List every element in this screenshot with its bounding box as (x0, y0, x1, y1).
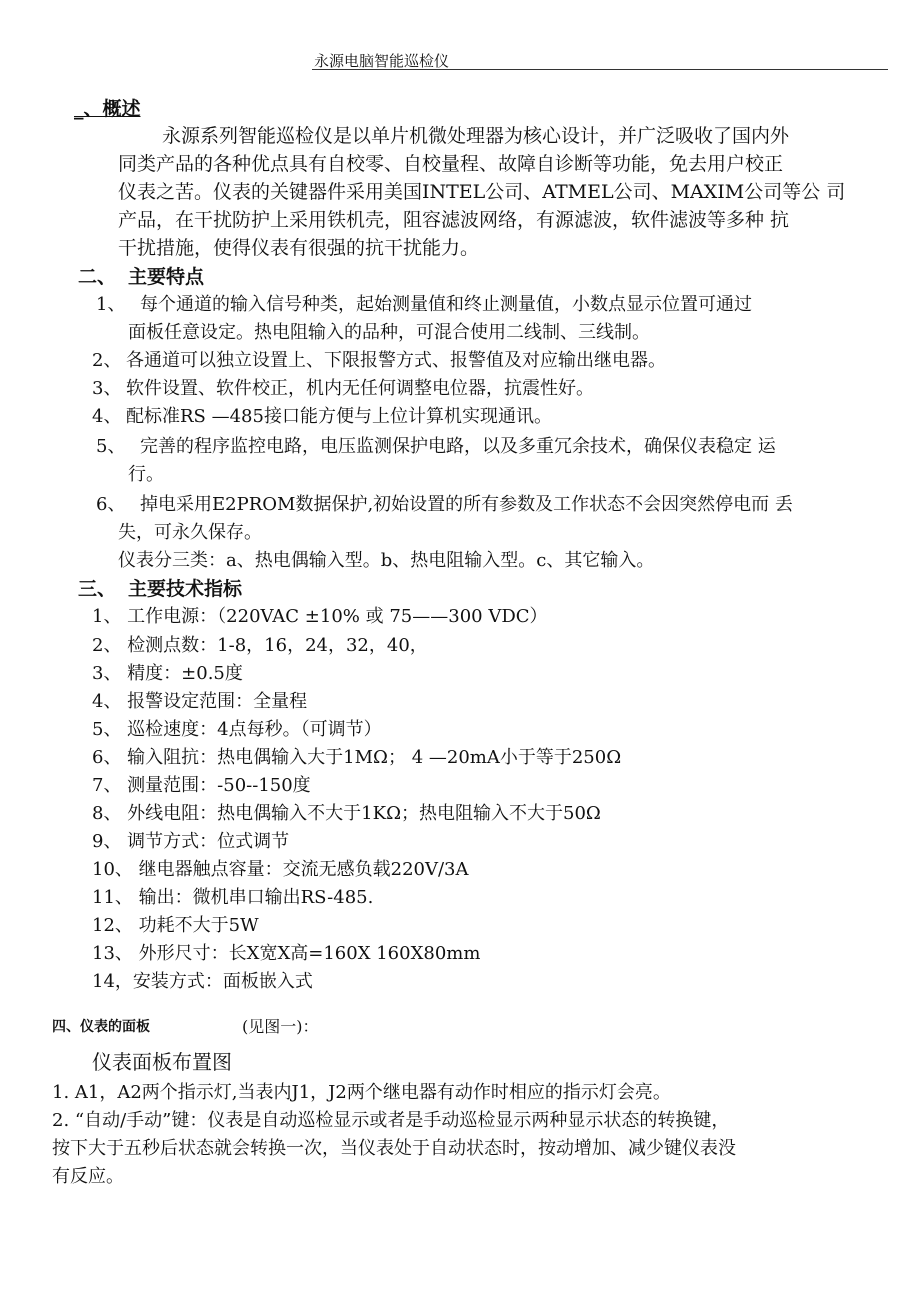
feature-5-number: 5、 (96, 436, 126, 457)
feature-4-number: 4、 (92, 406, 122, 427)
spec-item: 12、 功耗不大于5W (92, 915, 259, 936)
panel-note-line-1: 1. A1，A2两个指示灯,当表内J1，J2两个继电器有动作时相应的指示灯会亮。 (52, 1082, 671, 1103)
spec-item: 1、 工作电源：（220VAC ±10% 或 75——300 VDC） (92, 606, 548, 627)
feature-5-line-2: 行。 (128, 464, 164, 485)
spec-item: 3、 精度：±0.5度 (92, 663, 243, 684)
panel-note-line-2: 2. “自动/手动”键：仪表是自动巡检显示或者是手动巡检显示两种显示状态的转换键， (52, 1110, 730, 1131)
page-header-title: 永源电脑智能巡检仪 (314, 52, 450, 70)
spec-item: 9、 调节方式：位式调节 (92, 831, 290, 852)
section-1-heading: _、概述 (74, 98, 141, 120)
spec-item: 11、 输出：微机串口输出RS-485. (92, 887, 374, 908)
section-3-number: 三、 (78, 578, 117, 600)
figure-reference: (见图一)： (242, 1017, 319, 1036)
overview-line-2: 同类产品的各种优点具有自校零、自校量程、故障自诊断等功能，免去用户校正 (118, 153, 784, 175)
feature-2-number: 2、 (92, 350, 122, 371)
feature-1-line-1: 每个通道的输入信号种类，起始测量值和终止测量值，小数点显示位置可通过 (140, 294, 752, 315)
overview-line-3: 仪表之苦。仪表的关键器件采用美国INTEL公司、ATMEL公司、MAXIM公司等公 司 (118, 181, 846, 203)
section-2-number: 二、 (78, 266, 117, 288)
section-4-heading: 四、仪表的面板 (52, 1019, 150, 1035)
spec-item: 2、 检测点数：1-8，16，24，32，40， (92, 635, 428, 656)
overview-line-5: 干扰措施，使得仪表有很强的抗干扰能力。 (118, 237, 480, 259)
section-2-heading: 主要特点 (128, 266, 205, 288)
instrument-types-note: 仪表分三类：a、热电偶输入型。b、热电阻输入型。c、其它输入。 (118, 550, 655, 571)
feature-6-line-1: 掉电采用E2PROM数据保护,初始设置的所有参数及工作状态不会因突然停电而 丢 (140, 494, 793, 515)
feature-1-number: 1、 (96, 294, 126, 315)
feature-6-line-2: 失，可永久保存。 (118, 522, 262, 543)
spec-item: 7、 测量范围：-50--150度 (92, 775, 311, 796)
header-rule (312, 69, 888, 70)
spec-item: 6、 输入阻抗：热电偶输入大于1MΩ； 4 —20mA小于等于250Ω (92, 747, 622, 768)
panel-note-line-4: 有反应。 (52, 1166, 124, 1187)
spec-item: 8、 外线电阻：热电偶输入不大于1KΩ；热电阻输入不大于50Ω (92, 803, 601, 824)
panel-note-line-3: 按下大于五秒后状态就会转换一次，当仪表处于自动状态时，按动增加、减少键仪表没 (52, 1138, 736, 1159)
spec-item: 14，安装方式：面板嵌入式 (92, 971, 313, 992)
section-3-heading: 主要技术指标 (128, 578, 243, 600)
spec-item: 10、 继电器触点容量：交流无感负载220V/3A (92, 859, 469, 880)
spec-item: 5、 巡检速度：4点每秒。（可调节） (92, 719, 382, 740)
spec-item: 13、 外形尺寸：长X宽X高=160X 160X80mm (92, 943, 481, 964)
overview-line-4: 产品，在干扰防护上采用铁机壳，阻容滤波网络，有源滤波，软件滤波等多种 抗 (118, 209, 790, 231)
feature-3-number: 3、 (92, 378, 122, 399)
overview-line-1: 永源系列智能巡检仪是以单片机微处理器为核心设计，并广泛吸收了国内外 (162, 125, 790, 147)
feature-6-number: 6、 (96, 494, 126, 515)
spec-item: 4、 报警设定范围：全量程 (92, 691, 308, 712)
feature-2-text: 各通道可以独立设置上、下限报警方式、报警值及对应输出继电器。 (126, 350, 666, 371)
panel-layout-title: 仪表面板布置图 (92, 1050, 232, 1074)
feature-4-text: 配标准RS —485接口能方便与上位计算机实现通讯。 (126, 406, 552, 427)
feature-1-line-2: 面板任意设定。热电阻输入的品种，可混合使用二线制、三线制。 (128, 322, 650, 343)
feature-5-line-1: 完善的程序监控电路，电压监测保护电路，以及多重冗余技术，确保仪表稳定 运 (140, 436, 776, 457)
feature-3-text: 软件设置、软件校正，机内无任何调整电位器，抗震性好。 (126, 378, 594, 399)
